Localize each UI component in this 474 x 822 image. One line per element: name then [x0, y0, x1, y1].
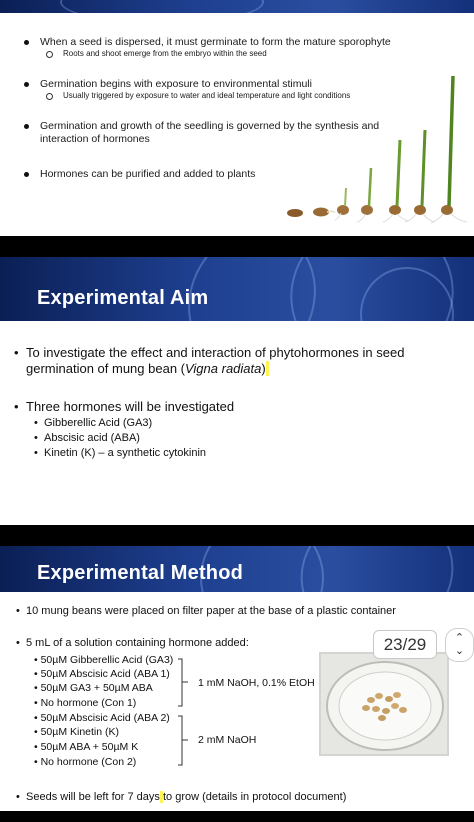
sub-bullet-text: Roots and shoot emerge from the embryo within the seed: [63, 49, 267, 58]
bullet-dot: •: [14, 345, 19, 360]
treatment-item: • 50µM ABA + 50µM K: [34, 741, 139, 753]
hormone-item: Kinetin (K) – a synthetic cytokinin: [44, 447, 207, 459]
group1-bracket: [176, 658, 200, 708]
treatment-item: • 50µM GA3 + 50µM ABA: [34, 682, 153, 694]
method-bullet-3: Seeds will be left for 7 days to grow (details in protocol document): [26, 791, 347, 803]
species-name: Vigna radiata: [184, 361, 262, 376]
method-bullet-2: 5 mL of a solution containing hormone added:: [26, 637, 249, 649]
sub-bullet-text: Usually triggered by exposure to water and ideal temperature and light conditions: [63, 91, 351, 100]
aim-text-line1: To investigate the effect and interaction of phytohormones in seed: [26, 345, 405, 360]
slide-title: Experimental Aim: [37, 287, 209, 309]
slide-title-banner: [0, 257, 474, 321]
sub-bullet-dot: •: [34, 417, 38, 429]
hormone-item: Abscisic acid (ABA): [44, 432, 140, 444]
slide-22: [0, 0, 474, 236]
sub-bullet-dot: •: [34, 447, 38, 459]
sub-bullet-circle: [46, 93, 53, 100]
chevron-up-icon[interactable]: ⌃: [454, 632, 465, 644]
bullet-text: Germination begins with exposure to environmental stimuli: [40, 78, 312, 90]
bullet-dot: •: [16, 605, 20, 617]
treatment-item: • 50µM Abscisic Acid (ABA 2): [34, 712, 170, 724]
bullet-dot: [24, 82, 29, 87]
slide-title: Experimental Method: [37, 562, 244, 584]
seedling-stage-5: [383, 140, 409, 222]
seedling-stage-3: [335, 188, 349, 220]
bullet-text: Germination and growth of the seedling is governed by the synthesis and: [40, 120, 380, 132]
bullet-dot: •: [16, 791, 20, 803]
slide-experimental-aim: [0, 257, 474, 525]
bullet-text: When a seed is dispersed, it must germinate to form the mature sporophyte: [40, 36, 391, 48]
seedling-stage-1: [287, 209, 303, 217]
bullet-dot: [24, 124, 29, 129]
sub-bullet-dot: •: [34, 432, 38, 444]
seedling-stage-6: [405, 130, 435, 222]
sub-bullet-circle: [46, 51, 53, 58]
hormones-heading: Three hormones will be investigated: [26, 399, 235, 414]
group1-solvent-label: 1 mM NaOH, 0.1% EtOH: [198, 677, 315, 689]
bullet-dot: [24, 172, 29, 177]
treatment-item: • 50µM Gibberellic Acid (GA3): [34, 654, 174, 666]
petri-dish-image: [319, 652, 449, 756]
slide-title-banner: [0, 546, 474, 592]
text-cursor-highlight: [266, 361, 270, 376]
hormone-item: Gibberellic Acid (GA3): [44, 417, 153, 429]
group2-bracket: [176, 715, 200, 767]
slide-header-strip: [0, 0, 474, 13]
treatment-item: • No hormone (Con 1): [34, 697, 137, 709]
treatment-item: • 50µM Abscisic Acid (ABA 1): [34, 668, 170, 680]
chevron-down-icon[interactable]: ⌄: [454, 645, 465, 657]
group2-solvent-label: 2 mM NaOH: [198, 734, 257, 746]
aim-text-line2: germination of mung bean (Vigna radiata): [26, 361, 269, 377]
bullet-text: interaction of hormones: [40, 133, 150, 145]
treatment-item: • No hormone (Con 2): [34, 756, 137, 768]
bullet-dot: •: [14, 399, 19, 414]
bullet-dot: •: [16, 637, 20, 649]
seedling-stage-2: [313, 208, 335, 217]
seedling-stage-7: [431, 76, 467, 223]
slide-experimental-method: [0, 546, 474, 811]
method-bullet-1: 10 mung beans were placed on filter paper at the base of a plastic container: [26, 605, 396, 617]
seed-germination-image: [283, 70, 473, 225]
treatment-item: • 50µM Kinetin (K): [34, 726, 120, 738]
page-counter: 23/29: [373, 630, 437, 659]
bullet-text: Hormones can be purified and added to plants: [40, 168, 256, 180]
bullet-dot: [24, 40, 29, 45]
page-nav-control[interactable]: [445, 628, 474, 662]
seedling-stage-4: [357, 168, 373, 222]
